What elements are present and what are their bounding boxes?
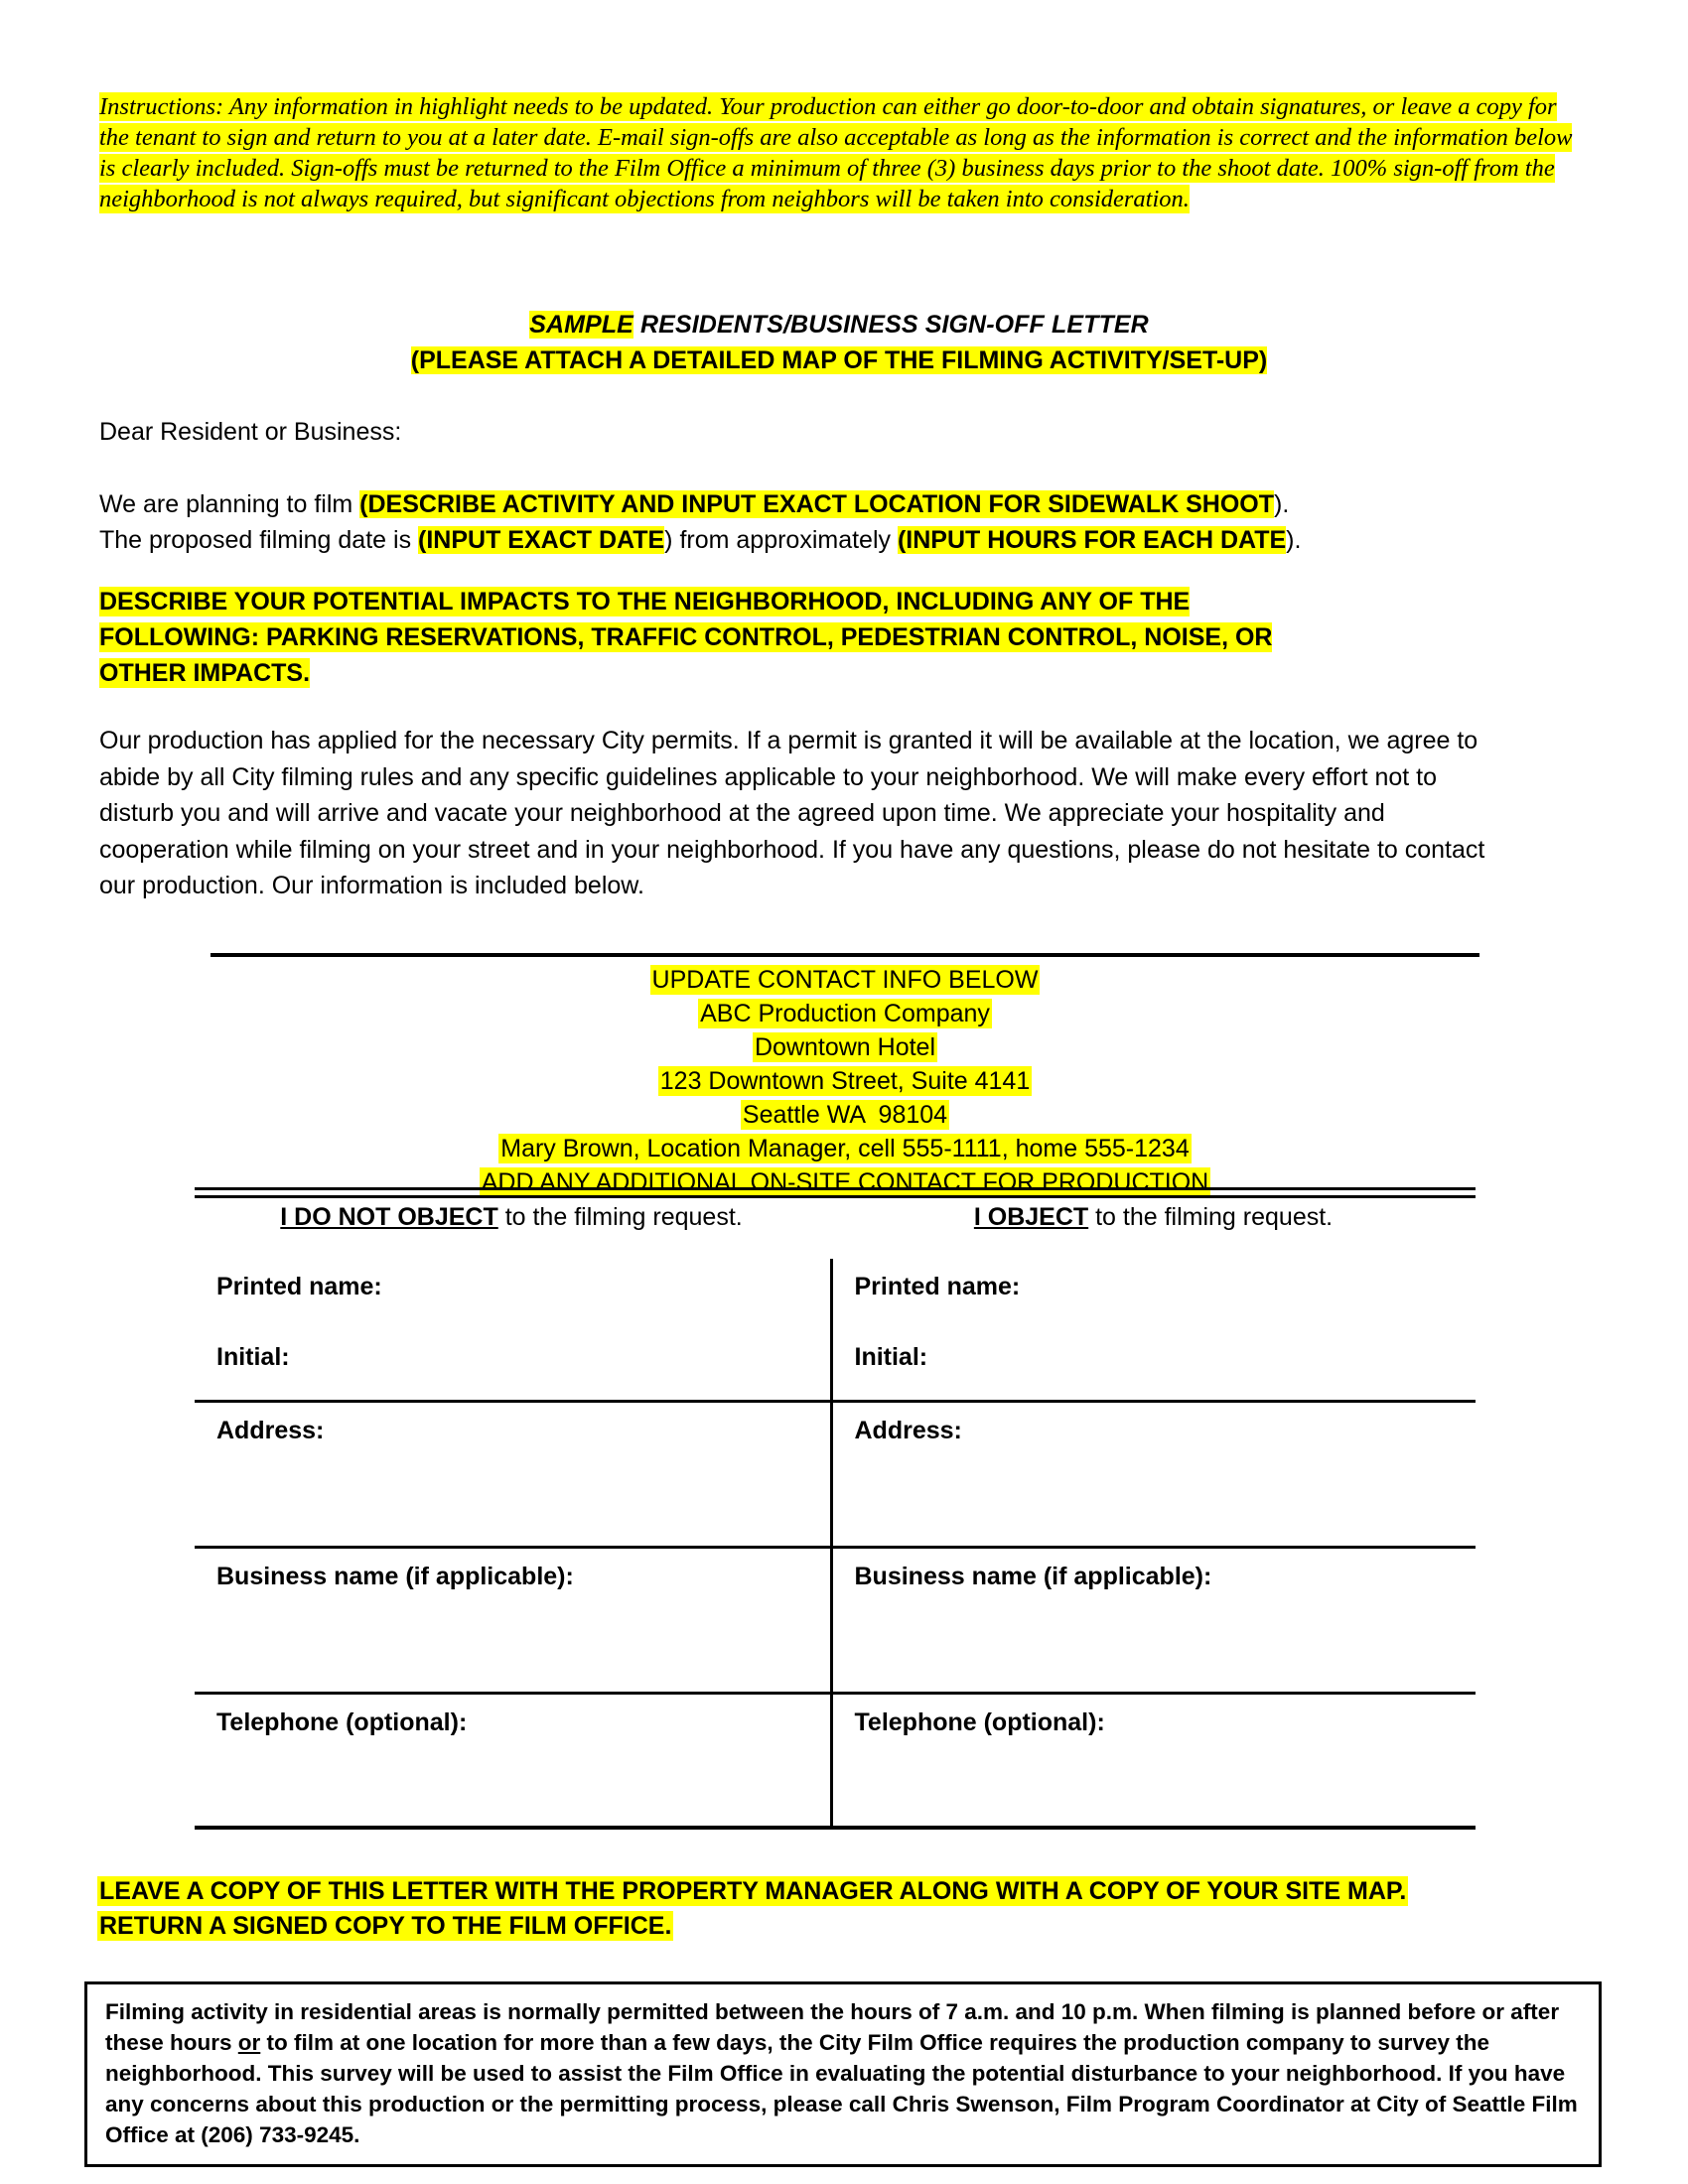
- label-telephone-right: Telephone (optional):: [854, 1708, 1105, 1736]
- label-address-left: Address:: [216, 1417, 325, 1444]
- title-line2-text: (PLEASE ATTACH A DETAILED MAP OF THE FILMING ACTIVITY/SET-UP): [410, 346, 1268, 374]
- do-not-object-rest: to the filming request.: [497, 1203, 743, 1231]
- column-header-do-not-object: [195, 1203, 828, 1232]
- cell-object-business[interactable]: [831, 1548, 1476, 1694]
- page-title-line2: [99, 343, 1579, 377]
- label-telephone-left: Telephone (optional):: [216, 1708, 468, 1736]
- contact-line-citystate: [211, 1098, 1479, 1132]
- leave-copy-instruction: [97, 1874, 1587, 1944]
- contact-update-notice-text: UPDATE CONTACT INFO BELOW: [651, 966, 1039, 994]
- contact-line-venue: [211, 1030, 1479, 1064]
- table-row-telephone: [195, 1694, 1476, 1829]
- column-header-object: [831, 1203, 1476, 1232]
- film-after-activity: ).: [1274, 490, 1290, 518]
- cell-do-not-object-business[interactable]: [195, 1548, 831, 1694]
- table-row-address: [195, 1402, 1476, 1548]
- impacts-line-3: OTHER IMPACTS.: [99, 659, 311, 687]
- leave-copy-line-1: LEAVE A COPY OF THIS LETTER WITH THE PROPERTY MANAGER ALONG WITH A COPY OF YOUR SITE MAP.: [99, 1877, 1407, 1905]
- leave-copy-line-2: RETURN A SIGNED COPY TO THE FILM OFFICE.: [99, 1912, 672, 1940]
- cell-do-not-object-name[interactable]: [195, 1259, 831, 1402]
- title-sample-highlight: SAMPLE: [529, 311, 633, 339]
- signature-table-top-rule-outer: [195, 1187, 1476, 1190]
- object-label: I OBJECT: [973, 1203, 1089, 1231]
- label-business-right: Business name (if applicable):: [854, 1563, 1212, 1590]
- contact-line-company: [211, 997, 1479, 1030]
- document-title-block: [99, 308, 1579, 377]
- placeholder-activity-location: (DESCRIBE ACTIVITY AND INPUT EXACT LOCATION FOR SIDEWALK SHOOT: [359, 490, 1275, 518]
- note-part-2: to film at one location for more than a few days, the City Film Office requires the production company to survey the neighborhood. This survey will be used to assist the Film Office in evaluating the potential disturbance to your neighborhood. If you have any concerns about this production or the permitting process, please call Chris Swenson, Film Program Coordinator at City of Seattle Film Office at (206) 733-9245.: [105, 2030, 1578, 2147]
- contact-street-text: 123 Downtown Street, Suite 4141: [659, 1067, 1031, 1095]
- table-row-business-name: [195, 1548, 1476, 1694]
- cell-object-telephone[interactable]: [831, 1694, 1476, 1829]
- placeholder-hours: (INPUT HOURS FOR EACH DATE: [897, 526, 1287, 554]
- signature-table: [195, 1259, 1476, 1830]
- page-title-line1: [99, 308, 1579, 341]
- permits-paragraph: Our production has applied for the necessary City permits. If a permit is granted it will be available at the location, we agree to abide by all City filming rules and any specific guidelines applicable to your neighborhood. We will make every effort not to disturb you and will arrive and vacate your neighborhood at the agreed upon time. We appreciate your hospitality and cooperation while filming on your street and in your neighborhood. If you have any questions, please do not hesitate to contact our production. Our information is included below.: [99, 727, 1485, 899]
- cell-object-address[interactable]: [831, 1402, 1476, 1548]
- label-initial-left: Initial:: [216, 1343, 290, 1371]
- cell-do-not-object-address[interactable]: [195, 1402, 831, 1548]
- placeholder-exact-date: (INPUT EXACT DATE: [418, 526, 665, 554]
- note-part-1: Filming activity in residential areas is normally permitted between the hours of 7 a.m. and 10 p.m. When filming is planned before or after these hours: [105, 1999, 1560, 2055]
- film-tail-text: ).: [1286, 526, 1302, 554]
- signature-table-header-row: [195, 1203, 1476, 1259]
- cell-do-not-object-telephone[interactable]: [195, 1694, 831, 1829]
- cell-object-name[interactable]: [831, 1259, 1476, 1402]
- film-office-note-box: [84, 1981, 1602, 2167]
- label-printed-name-right: Printed name:: [854, 1273, 1021, 1300]
- label-business-left: Business name (if applicable):: [216, 1563, 574, 1590]
- salutation: Dear Resident or Business:: [99, 418, 402, 446]
- label-initial-right: Initial:: [854, 1343, 928, 1371]
- label-address-right: Address:: [854, 1417, 962, 1444]
- label-printed-name-left: Printed name:: [216, 1273, 382, 1300]
- impacts-line-1: DESCRIBE YOUR POTENTIAL IMPACTS TO THE NEIGHBORHOOD, INCLUDING ANY OF THE: [99, 588, 1191, 615]
- impacts-paragraph: [99, 584, 1425, 691]
- instructions-paragraph: [99, 91, 1579, 214]
- contact-lines: [211, 957, 1479, 1199]
- do-not-object-label: I DO NOT OBJECT: [280, 1203, 498, 1231]
- contact-venue-text: Downtown Hotel: [754, 1033, 936, 1061]
- contact-company-text: ABC Production Company: [700, 1000, 990, 1027]
- object-rest: to the filming request.: [1088, 1203, 1334, 1231]
- impacts-line-2: FOLLOWING: PARKING RESERVATIONS, TRAFFIC CONTROL, PEDESTRIAN CONTROL, NOISE, OR: [99, 623, 1273, 651]
- filming-paragraph: [99, 486, 1589, 558]
- contact-additional-text: ADD ANY ADDITIONAL ON-SITE CONTACT FOR PRODUCTION: [481, 1168, 1209, 1196]
- contact-line-person: [211, 1132, 1479, 1165]
- instructions-text: Instructions: Any information in highlight needs to be updated. Your production can either go door-to-door and obtain signatures, or leave a copy for the tenant to sign and return to you at a later date. E-mail sign-offs are also acceptable as long as the information is correct and the information below is clearly included. Sign-offs must be returned to the Film Office a minimum of three (3) business days prior to the shoot date. 100% sign-off from the neighborhood is not always required, but significant objections from neighbors will be taken into consideration.: [99, 93, 1573, 212]
- contact-line-street: [211, 1064, 1479, 1098]
- contact-person-text: Mary Brown, Location Manager, cell 555-1111, home 555-1234: [500, 1135, 1190, 1162]
- note-underlined-or: or: [237, 2030, 261, 2055]
- film-date-lead: The proposed filming date is: [99, 526, 419, 554]
- signature-table-top-rule-inner: [195, 1195, 1476, 1198]
- contact-line-additional: [211, 1165, 1479, 1199]
- contact-citystate-text: Seattle WA 98104: [742, 1101, 948, 1129]
- table-row-printed-name: [195, 1259, 1476, 1402]
- contact-info-block: [211, 953, 1479, 1199]
- title-line1-rest: RESIDENTS/BUSINESS SIGN-OFF LETTER: [633, 311, 1149, 339]
- film-mid-text: ) from approximately: [664, 526, 898, 554]
- film-lead-text: We are planning to film: [99, 490, 360, 518]
- contact-line-update-notice: [211, 963, 1479, 997]
